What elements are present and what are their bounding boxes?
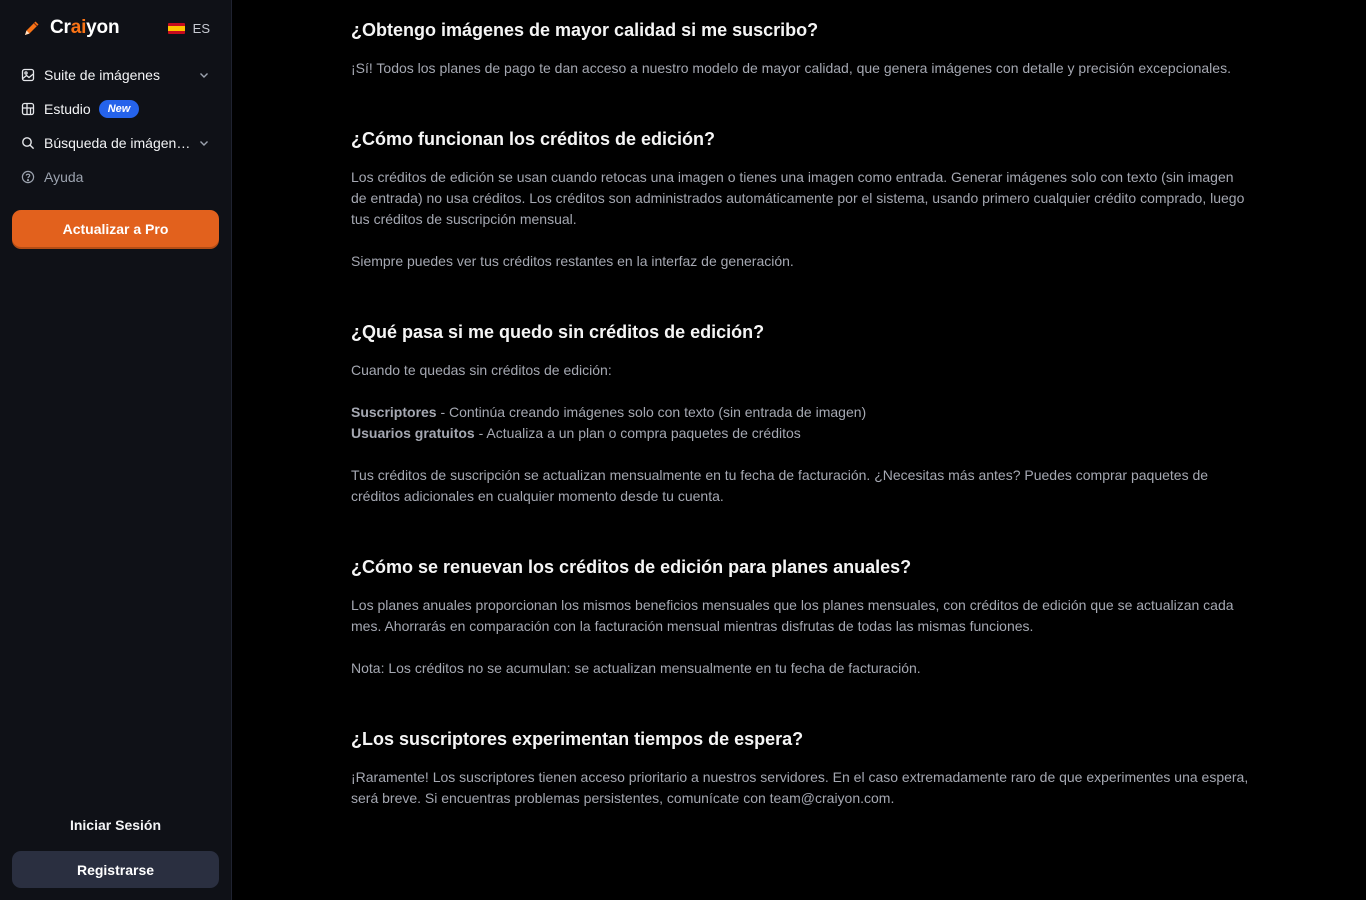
search-icon [20, 135, 36, 151]
faq-answer-subscribers: Suscriptores - Continúa creando imágenes solo con texto (sin entrada de imagen) [351, 404, 867, 420]
upgrade-pro-button[interactable]: Actualizar a Pro [12, 210, 219, 247]
spain-flag-icon [168, 23, 185, 34]
brand-row [12, 0, 219, 56]
faq-answer: Siempre puedes ver tus créditos restantes en la interfaz de generación. [351, 253, 794, 269]
faq-question: ¿Los suscriptores experimentan tiempos de espera? [351, 729, 804, 749]
faq-item [351, 320, 1251, 507]
faq-question: ¿Cómo se renuevan los créditos de edición para planes anuales? [351, 557, 912, 577]
faq-answer: ¡Raramente! Los suscriptores tienen acceso prioritario a nuestros servidores. En el caso extremadamente raro de que experimentes una espera, será breve. Si encuentras problemas persistentes, comunícate con team@craiyon.com. [351, 769, 1249, 806]
faq-question: ¿Qué pasa si me quedo sin créditos de edición? [351, 322, 765, 342]
sidebar-auth [12, 807, 219, 888]
sidebar-nav [12, 58, 219, 194]
faq-answer-free-users: Usuarios gratuitos - Actualiza a un plan o compra paquetes de créditos [351, 425, 801, 441]
sign-in-link[interactable]: Iniciar Sesión [69, 817, 162, 833]
help-circle-icon [20, 169, 36, 185]
new-badge: New [99, 100, 140, 118]
register-button[interactable]: Registrarse [12, 851, 219, 888]
faq-item [351, 127, 1251, 272]
brand-logo[interactable] [22, 17, 119, 39]
faq-answer: Los créditos de edición se usan cuando retocas una imagen o tienes una imagen como entrada. Generar imágenes solo con texto (sin imagen de entrada) no usa créditos. Los créditos son administrados automáticamente por el sistema, usando primero cualquier crédito comprado, luego tus créditos de suscripción mensual. [351, 169, 1245, 227]
sidebar-item-image-search[interactable]: Búsqueda de imágen… [12, 126, 219, 160]
faq-list [351, 18, 1251, 809]
language-code: ES [192, 20, 210, 36]
studio-label: Estudio [44, 101, 91, 117]
faq-item [351, 18, 1251, 79]
language-selector[interactable] [168, 21, 210, 36]
sidebar-item-image-suite[interactable]: Suite de imágenes [12, 58, 219, 92]
grid-icon [20, 101, 36, 117]
sidebar-item-help[interactable]: Ayuda [12, 160, 219, 194]
faq-answer: ¡Sí! Todos los planes de pago te dan acceso a nuestro modelo de mayor calidad, que genera imágenes con detalle y precisión excepcionales. [351, 60, 1231, 76]
pencil-icon [22, 18, 42, 38]
faq-answer: Cuando te quedas sin créditos de edición: [351, 362, 612, 378]
faq-item [351, 555, 1251, 679]
chevron-down-icon [197, 136, 211, 150]
chevron-down-icon [197, 68, 211, 82]
image-icon [20, 67, 36, 83]
brand-name: Craiyon [50, 17, 120, 38]
faq-question: ¿Obtengo imágenes de mayor calidad si me suscribo? [351, 20, 819, 40]
faq-item [351, 727, 1251, 809]
faq-answer: Nota: Los créditos no se acumulan: se actualizan mensualmente en tu fecha de facturación. [351, 660, 921, 676]
faq-answer: Tus créditos de suscripción se actualizan mensualmente en tu fecha de facturación. ¿Necesitas más antes? Puedes comprar paquetes de créditos adicionales en cualquier momento desde tu cuenta. [351, 467, 1209, 504]
faq-question: ¿Cómo funcionan los créditos de edición? [351, 129, 716, 149]
sidebar-item-studio[interactable] [12, 92, 219, 126]
faq-answer: Los planes anuales proporcionan los mismos beneficios mensuales que los planes mensuales, con créditos de edición que se actualizan cada mes. Ahorrarás en comparación con la facturación mensual mientras disfrutas de todas las mismas funciones. [351, 597, 1234, 634]
main-content[interactable] [232, 0, 1366, 900]
sidebar [0, 0, 232, 900]
